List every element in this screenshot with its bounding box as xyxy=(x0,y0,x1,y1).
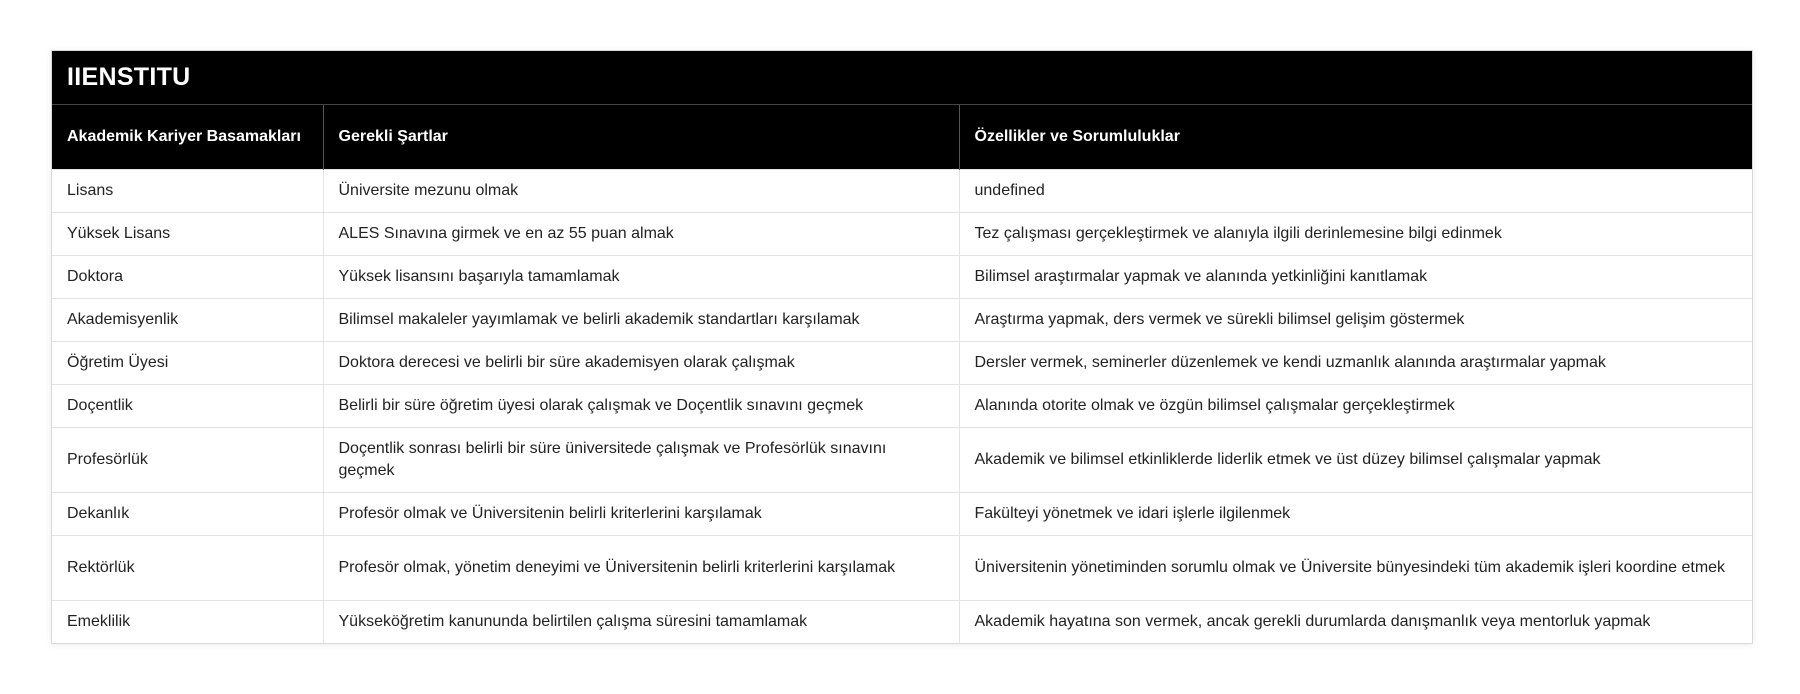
cell-requirements: Yüksek lisansını başarıyla tamamlamak xyxy=(323,255,959,298)
table-row xyxy=(52,341,1752,384)
cell-responsibilities: Tez çalışması gerçekleştirmek ve alanıyla ilgili derinlemesine bilgi edinmek xyxy=(959,212,1752,255)
cell-responsibilities: Üniversitenin yönetiminden sorumlu olmak ve Üniversite bünyesindeki tüm akademik işleri koordine etmek xyxy=(959,535,1752,600)
table-row xyxy=(52,298,1752,341)
table-row xyxy=(52,384,1752,427)
cell-responsibilities: Akademik hayatına son vermek, ancak gerekli durumlarda danışmanlık veya mentorluk yapmak xyxy=(959,600,1752,643)
cell-requirements: Doktora derecesi ve belirli bir süre akademisyen olarak çalışmak xyxy=(323,341,959,384)
cell-responsibilities: Akademik ve bilimsel etkinliklerde liderlik etmek ve üst düzey bilimsel çalışmalar yapmak xyxy=(959,427,1752,492)
table-body xyxy=(52,169,1752,643)
table-header xyxy=(52,105,1752,169)
cell-requirements: Üniversite mezunu olmak xyxy=(323,169,959,212)
brand-title: IIENSTITU xyxy=(52,51,1752,105)
cell-requirements: Profesör olmak ve Üniversitenin belirli kriterlerini karşılamak xyxy=(323,492,959,535)
column-header-requirements: Gerekli Şartlar xyxy=(323,105,959,169)
cell-career-step: Yüksek Lisans xyxy=(52,212,323,255)
cell-requirements: ALES Sınavına girmek ve en az 55 puan almak xyxy=(323,212,959,255)
cell-requirements: Profesör olmak, yönetim deneyimi ve Üniversitenin belirli kriterlerini karşılamak xyxy=(323,535,959,600)
table-row xyxy=(52,492,1752,535)
cell-responsibilities: Fakülteyi yönetmek ve idari işlerle ilgilenmek xyxy=(959,492,1752,535)
cell-requirements: Belirli bir süre öğretim üyesi olarak çalışmak ve Doçentlik sınavını geçmek xyxy=(323,384,959,427)
cell-career-step: Öğretim Üyesi xyxy=(52,341,323,384)
cell-career-step: Emeklilik xyxy=(52,600,323,643)
table-row xyxy=(52,600,1752,643)
career-table xyxy=(52,105,1752,643)
table-row xyxy=(52,255,1752,298)
cell-requirements: Bilimsel makaleler yayımlamak ve belirli akademik standartları karşılamak xyxy=(323,298,959,341)
cell-career-step: Lisans xyxy=(52,169,323,212)
career-table-card xyxy=(51,50,1753,644)
cell-responsibilities: undefined xyxy=(959,169,1752,212)
column-header-responsibilities: Özellikler ve Sorumluluklar xyxy=(959,105,1752,169)
cell-responsibilities: Dersler vermek, seminerler düzenlemek ve kendi uzmanlık alanında araştırmalar yapmak xyxy=(959,341,1752,384)
cell-responsibilities: Bilimsel araştırmalar yapmak ve alanında yetkinliğini kanıtlamak xyxy=(959,255,1752,298)
cell-career-step: Doktora xyxy=(52,255,323,298)
cell-career-step: Akademisyenlik xyxy=(52,298,323,341)
cell-responsibilities: Alanında otorite olmak ve özgün bilimsel çalışmalar gerçekleştirmek xyxy=(959,384,1752,427)
cell-career-step: Doçentlik xyxy=(52,384,323,427)
header-row xyxy=(52,105,1752,169)
table-row xyxy=(52,535,1752,600)
cell-career-step: Profesörlük xyxy=(52,427,323,492)
cell-responsibilities: Araştırma yapmak, ders vermek ve sürekli bilimsel gelişim göstermek xyxy=(959,298,1752,341)
cell-career-step: Rektörlük xyxy=(52,535,323,600)
table-row xyxy=(52,212,1752,255)
table-row xyxy=(52,169,1752,212)
cell-career-step: Dekanlık xyxy=(52,492,323,535)
cell-requirements: Doçentlik sonrası belirli bir süre üniversitede çalışmak ve Profesörlük sınavını geçmek xyxy=(323,427,959,492)
cell-requirements: Yükseköğretim kanununda belirtilen çalışma süresini tamamlamak xyxy=(323,600,959,643)
table-row xyxy=(52,427,1752,492)
column-header-career-step: Akademik Kariyer Basamakları xyxy=(52,105,323,169)
